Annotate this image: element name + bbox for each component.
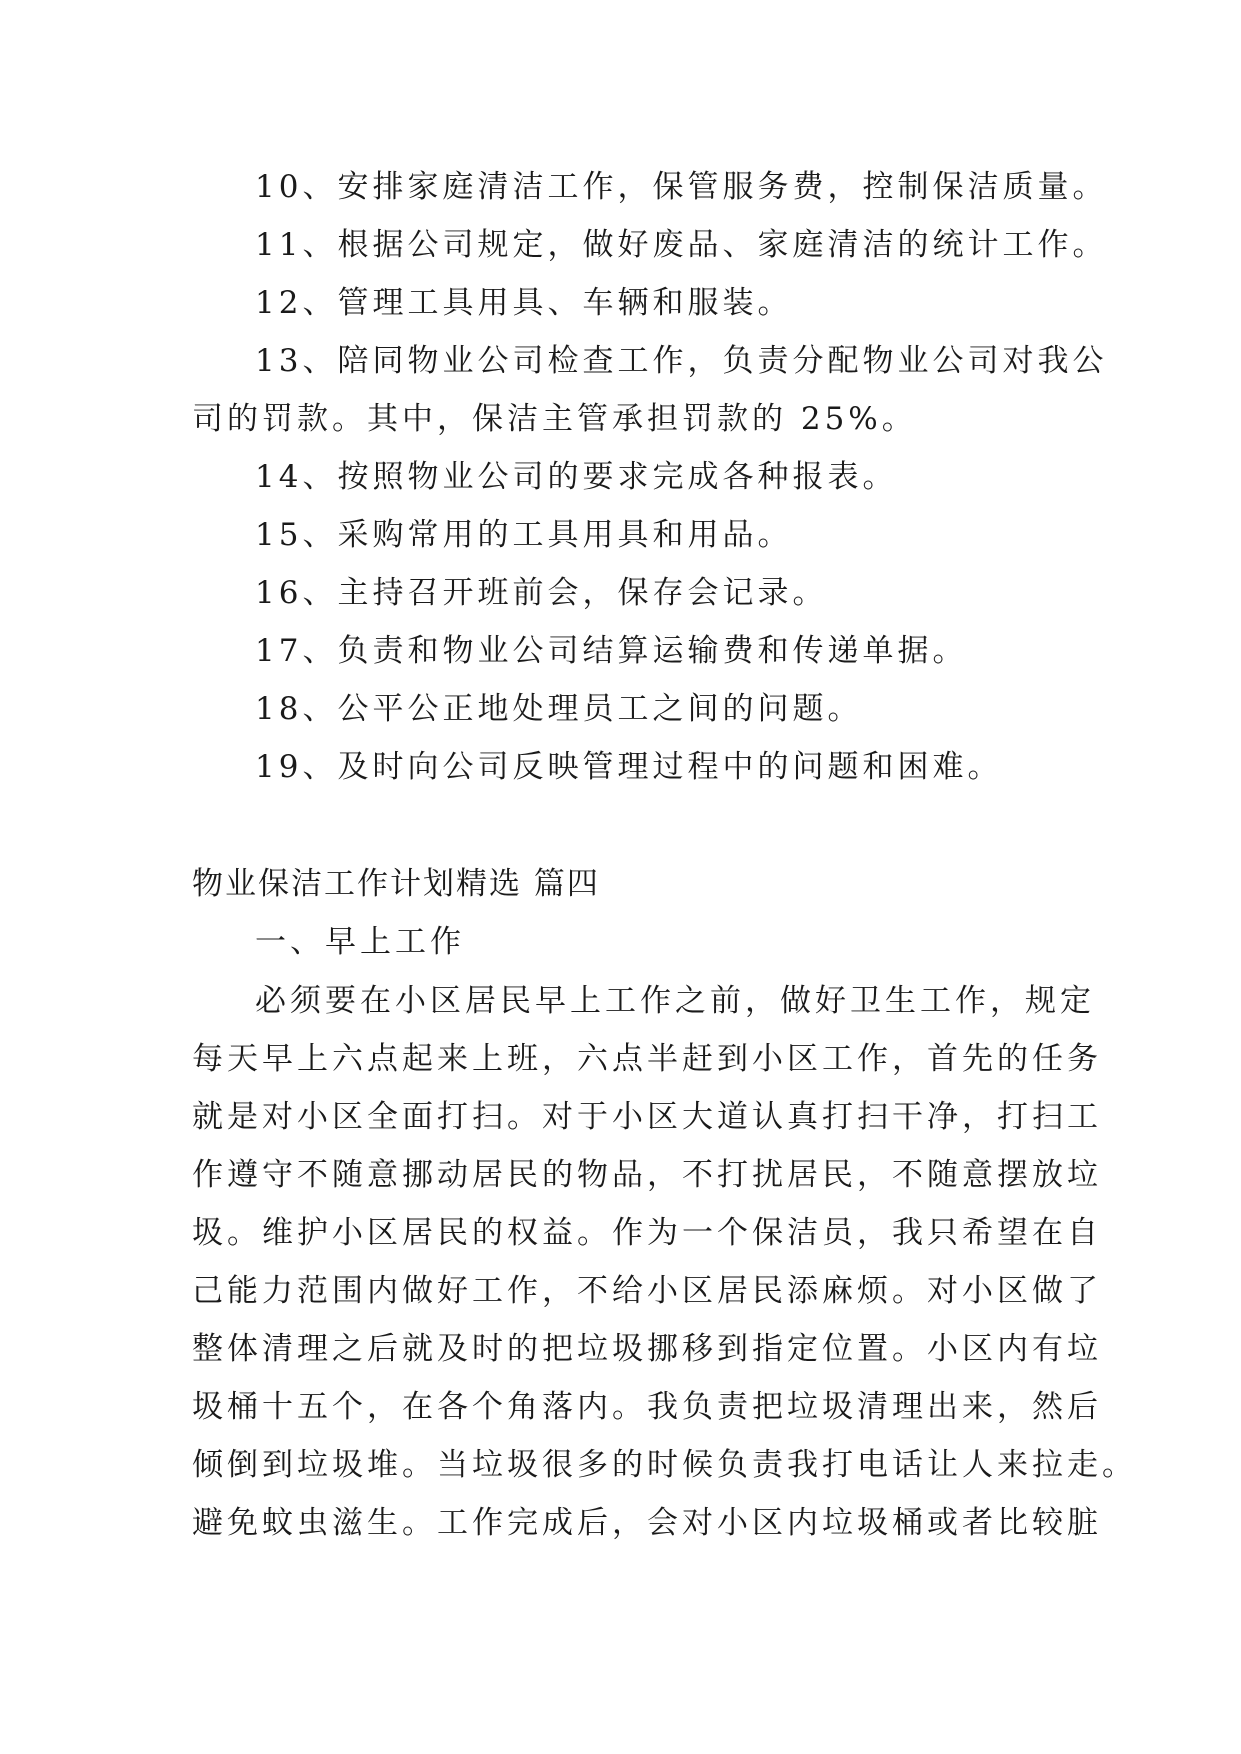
paragraph-line: 就是对小区全面打扫。对于小区大道认真打扫干净，打扫工 bbox=[192, 1099, 1102, 1135]
paragraph-line: 作遵守不随意挪动居民的物品，不打扰居民，不随意摆放垃 bbox=[192, 1157, 1102, 1193]
paragraph-line: 倾倒到垃圾堆。当垃圾很多的时候负责我打电话让人来拉走。 bbox=[192, 1447, 1137, 1483]
paragraph-line: 圾。维护小区居民的权益。作为一个保洁员，我只希望在自 bbox=[192, 1215, 1102, 1251]
list-item-19: 19、及时向公司反映管理过程中的问题和困难。 bbox=[255, 749, 1003, 785]
list-item-18: 18、公平公正地处理员工之间的问题。 bbox=[255, 691, 863, 727]
list-item-13: 13、陪同物业公司检查工作，负责分配物业公司对我公 bbox=[255, 343, 1108, 379]
list-item-14: 14、按照物业公司的要求完成各种报表。 bbox=[255, 459, 898, 495]
list-item-10: 10、安排家庭清洁工作，保管服务费，控制保洁质量。 bbox=[255, 169, 1108, 205]
list-item-11: 11、根据公司规定，做好废品、家庭清洁的统计工作。 bbox=[255, 227, 1108, 263]
paragraph-line: 圾桶十五个，在各个角落内。我负责把垃圾清理出来，然后 bbox=[192, 1389, 1102, 1425]
list-item-12: 12、管理工具用具、车辆和服装。 bbox=[255, 285, 793, 321]
list-item-13-continued: 司的罚款。其中，保洁主管承担罚款的 25%。 bbox=[192, 401, 917, 437]
section-title: 物业保洁工作计划精选 篇四 bbox=[192, 866, 600, 902]
subheading: 一、早上工作 bbox=[255, 924, 465, 960]
paragraph-line: 必须要在小区居民早上工作之前，做好卫生工作，规定 bbox=[255, 983, 1095, 1019]
list-item-16: 16、主持召开班前会，保存会记录。 bbox=[255, 575, 828, 611]
list-item-17: 17、负责和物业公司结算运输费和传递单据。 bbox=[255, 633, 968, 669]
paragraph-line: 避免蚊虫滋生。工作完成后，会对小区内垃圾桶或者比较脏 bbox=[192, 1505, 1102, 1541]
paragraph-line: 己能力范围内做好工作，不给小区居民添麻烦。对小区做了 bbox=[192, 1273, 1102, 1309]
list-item-15: 15、采购常用的工具用具和用品。 bbox=[255, 517, 793, 553]
paragraph-line: 整体清理之后就及时的把垃圾挪移到指定位置。小区内有垃 bbox=[192, 1331, 1102, 1367]
paragraph-line: 每天早上六点起来上班，六点半赶到小区工作，首先的任务 bbox=[192, 1041, 1102, 1077]
